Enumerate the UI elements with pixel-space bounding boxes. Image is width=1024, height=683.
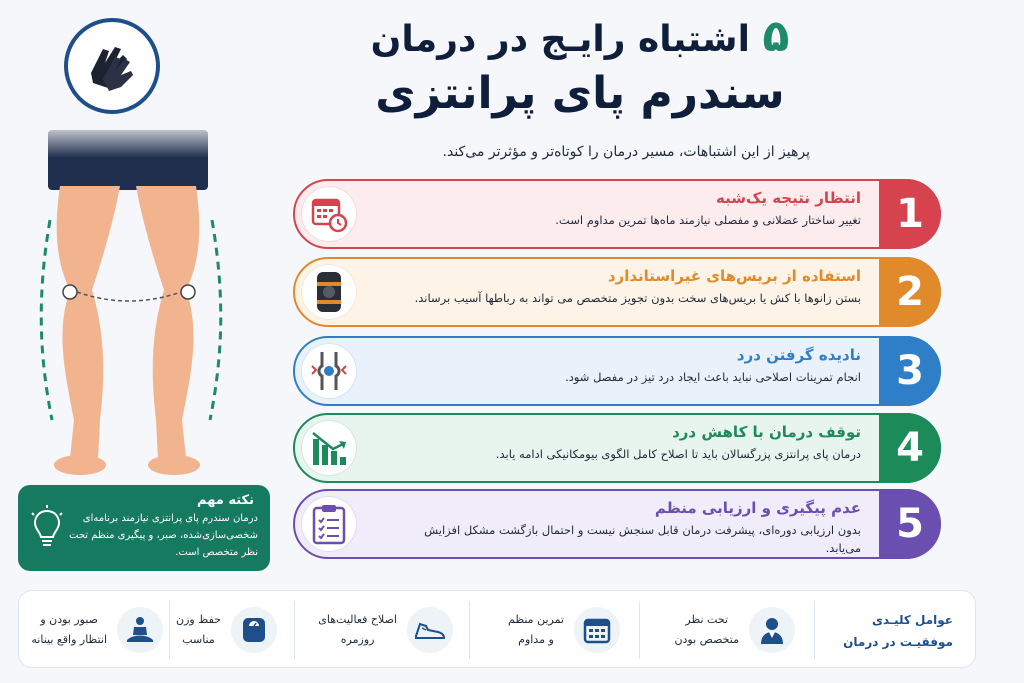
calendar-clock-icon: [301, 186, 357, 242]
divider: [294, 601, 295, 659]
mistake-number: 1: [879, 179, 941, 249]
divider: [639, 601, 640, 659]
shoe-icon: [407, 607, 453, 653]
success-factors-bar: [18, 590, 976, 668]
divider: [814, 601, 815, 659]
mistake-title: توقف درمان با کاهش درد: [672, 423, 861, 441]
factor-item: تمرین منظم و مداوم: [502, 603, 620, 657]
mistake-desc: درمان پای پرانتزی پزرگسالان باید تا اصلاح کامل الگوی بیومکانیکی ادامه یابد.: [495, 447, 861, 461]
mistake-title: استفاده از بریس‌های غیراستاندارد: [607, 267, 861, 285]
legs-illustration: [30, 10, 240, 480]
mistake-card-5: [293, 489, 941, 559]
calendar-icon: [574, 607, 620, 653]
doctor-icon: [749, 607, 795, 653]
lightbulb-icon: [30, 505, 64, 553]
mistake-title: نادیده گرفتن درد: [736, 346, 861, 364]
meditation-icon: [117, 607, 163, 653]
gloves-icon: [64, 18, 160, 114]
note-title: نکته مهم: [197, 493, 254, 508]
knee-pain-icon: [301, 343, 357, 399]
mistake-number: 4: [879, 413, 941, 483]
title-line1: ۵ اشتباه رایـج در درمان: [370, 11, 790, 62]
mistake-card-3: [293, 336, 941, 406]
divider: [469, 601, 470, 659]
divider: [169, 601, 170, 659]
mistake-desc: انجام تمرینات اصلاحی نباید باعث ایجاد درد تیز در مفصل شود.: [565, 370, 861, 384]
mistake-number: 3: [879, 336, 941, 406]
note-text: درمان سندرم پای پرانتزی نیازمند برنامه‌ای شخصی‌سازی‌شده، صبر، و پیگیری منظم تحت نظر متخصص است.: [69, 513, 258, 558]
chart-down-icon: [301, 420, 357, 476]
factors-heading: عوامل کلیـدی موفقیـت در درمان: [843, 613, 953, 649]
factor-item: صبور بودن و انتظار واقع بینانه: [25, 603, 163, 657]
factor-item: تحت نظر متخصص بودن: [668, 603, 795, 657]
mistake-desc: بدون ارزیابی دوره‌ای، پیشرفت درمان قابل سنجش نیست و احتمال بازگشت مشکل افزایش می‌یابد.: [424, 523, 861, 555]
factor-item: حفظ وزن مناسب: [170, 603, 277, 657]
mistake-card-1: [293, 179, 941, 249]
subtitle: پرهیز از این اشتباهات، مسیر درمان را کوتاه‌تر و مؤثرتر می‌کند.: [442, 144, 810, 160]
clipboard-icon: [301, 496, 357, 552]
knee-brace-icon: [301, 264, 357, 320]
important-note: [18, 485, 270, 571]
mistake-card-2: [293, 257, 941, 327]
mistake-number: 5: [879, 489, 941, 559]
factor-item: اصلاح فعالیت‌های روزمره: [312, 603, 453, 657]
scale-icon: [231, 607, 277, 653]
mistake-title: انتظار نتیجه یک‌شبه: [716, 189, 861, 207]
mistake-desc: تغییر ساختار عضلانی و مفصلی نیازمند ماه‌ها تمرین مداوم است.: [555, 213, 861, 227]
mistake-desc: بستن زانوها با کش یا بریس‌های سخت بدون تجویز متخصص می تواند به رباطها آسیب برساند.: [414, 291, 861, 305]
title-number: ۵: [762, 11, 790, 62]
page-title: [340, 12, 820, 123]
title-line2: سندرم پای پرانتزی: [375, 68, 785, 119]
mistake-number: 2: [879, 257, 941, 327]
mistake-title: عدم پیگیری و ارزیابی منظم: [654, 499, 861, 517]
mistake-card-4: [293, 413, 941, 483]
